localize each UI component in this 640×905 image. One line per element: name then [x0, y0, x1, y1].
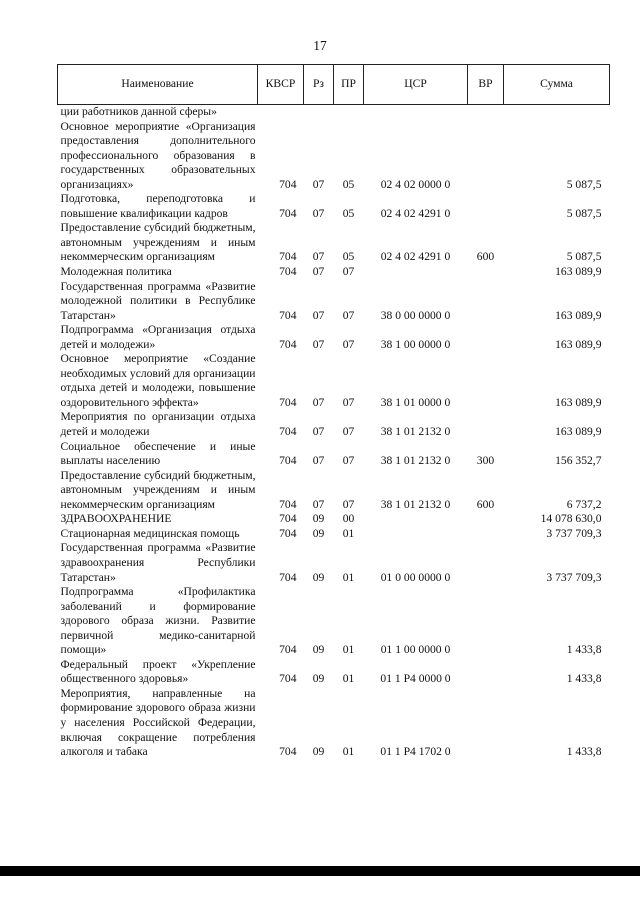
cell-pr: 07 — [342, 308, 355, 322]
cell-vr — [468, 658, 504, 687]
cell-sum: 1 433,8 — [566, 643, 602, 657]
cell-kvsr: 704 — [279, 512, 297, 526]
cell-sum: 1 433,8 — [566, 672, 602, 686]
cell-kvsr: 704 — [279, 526, 297, 540]
table-row — [58, 265, 610, 280]
cell-vr — [468, 280, 504, 324]
cell-pr: 05 — [342, 177, 355, 191]
cell-kvsr: 704 — [279, 454, 297, 468]
cell-sum: 14 078 630,0 — [540, 512, 602, 526]
cell-rz: 07 — [312, 497, 325, 511]
cell-sum: 156 352,7 — [555, 454, 602, 468]
table-row — [58, 469, 610, 513]
cell-rz: 09 — [312, 512, 325, 526]
cell-rz: 07 — [312, 395, 325, 409]
cell-csr: 02 4 02 0000 0 — [380, 177, 451, 191]
cell-csr: 02 4 02 4291 0 — [380, 206, 451, 220]
cell-vr — [468, 192, 504, 221]
cell-csr: 38 1 01 2132 0 — [380, 425, 451, 439]
cell-csr: 01 1 P4 1702 0 — [380, 745, 451, 759]
cell-rz: 07 — [312, 206, 325, 220]
cell-pr: 07 — [342, 497, 355, 511]
cell-sum: 5 087,5 — [566, 250, 602, 264]
table-row — [58, 687, 610, 760]
cell-kvsr: 704 — [279, 570, 297, 584]
cell-name: Молодежная политика — [60, 265, 172, 279]
cell-sum — [504, 105, 610, 120]
cell-pr: 00 — [342, 512, 355, 526]
cell-rz: 07 — [312, 308, 325, 322]
cell-kvsr — [258, 105, 304, 120]
cell-kvsr: 704 — [279, 643, 297, 657]
cell-pr: 01 — [342, 745, 355, 759]
cell-pr: 07 — [342, 395, 355, 409]
table-row — [58, 512, 610, 527]
cell-csr — [364, 105, 468, 120]
cell-kvsr: 704 — [279, 308, 297, 322]
table-row — [58, 541, 610, 585]
header-csr: ЦСР — [364, 65, 468, 105]
cell-sum: 163 089,9 — [555, 425, 602, 439]
cell-name: Стационарная медицинская помощь — [60, 526, 240, 540]
cell-kvsr: 704 — [279, 425, 297, 439]
cell-name: Основное мероприятие «Организация предоставления дополнительного профессионального образования в государственных образовательных организациях» — [60, 119, 256, 191]
cell-kvsr: 704 — [279, 745, 297, 759]
cell-pr: 05 — [342, 250, 355, 264]
page-number: 17 — [313, 38, 327, 53]
table-body — [58, 105, 610, 760]
table-header — [58, 65, 610, 105]
cell-rz — [304, 105, 334, 120]
cell-sum: 163 089,9 — [555, 337, 602, 351]
cell-pr: 01 — [342, 526, 355, 540]
cell-kvsr: 704 — [279, 395, 297, 409]
cell-pr: 01 — [342, 570, 355, 584]
cell-sum: 163 089,9 — [555, 265, 602, 279]
table-row — [58, 192, 610, 221]
cell-rz: 09 — [312, 745, 325, 759]
table-row — [58, 105, 610, 120]
cell-pr: 07 — [342, 265, 355, 279]
cell-csr: 38 1 01 2132 0 — [380, 454, 451, 468]
cell-vr: 600 — [476, 250, 495, 264]
cell-sum: 163 089,9 — [555, 308, 602, 322]
cell-name: Мероприятия, направленные на формирование здорового образа жизни у населения Российской Федерации, включая сокращение потребления алкоголя и табака — [60, 686, 256, 759]
cell-kvsr: 704 — [279, 206, 297, 220]
cell-vr — [468, 105, 504, 120]
cell-csr — [364, 527, 468, 542]
cell-name: Государственная программа «Развитие молодежной политики в Республике Татарстан» — [60, 279, 256, 322]
cell-kvsr: 704 — [279, 337, 297, 351]
cell-rz: 09 — [312, 570, 325, 584]
cell-rz: 07 — [312, 265, 325, 279]
cell-name: Подпрограмма «Профилактика заболеваний и формирование здорового образа жизни. Развитие первичной медико-санитарной помощи» — [60, 585, 256, 657]
table-row — [58, 658, 610, 687]
cell-csr: 01 1 P4 0000 0 — [380, 672, 451, 686]
cell-name: ЗДРАВООХРАНЕНИЕ — [60, 512, 172, 526]
cell-sum: 5 087,5 — [566, 177, 602, 191]
cell-name: Подпрограмма «Организация отдыха детей и молодежи» — [60, 323, 256, 351]
cell-pr — [334, 105, 364, 120]
cell-csr: 38 1 00 0000 0 — [380, 337, 451, 351]
cell-kvsr: 704 — [279, 177, 297, 191]
cell-name: Предоставление субсидий бюджетным, автономным учреждениям и иным некоммерческим организациям — [60, 468, 256, 511]
cell-pr: 01 — [342, 672, 355, 686]
cell-vr — [468, 527, 504, 542]
cell-vr — [468, 687, 504, 760]
cell-rz: 07 — [312, 177, 325, 191]
cell-csr: 38 1 01 0000 0 — [380, 395, 451, 409]
cell-sum: 1 433,8 — [566, 745, 602, 759]
cell-kvsr: 704 — [279, 672, 297, 686]
cell-name: Государственная программа «Развитие здравоохранения Республики Татарстан» — [60, 541, 256, 584]
cell-rz: 09 — [312, 672, 325, 686]
cell-pr: 05 — [342, 206, 355, 220]
cell-rz: 09 — [312, 643, 325, 657]
cell-csr: 38 0 00 0000 0 — [380, 308, 451, 322]
cell-vr — [468, 323, 504, 352]
cell-rz: 07 — [312, 337, 325, 351]
cell-pr: 07 — [342, 337, 355, 351]
cell-rz: 09 — [312, 526, 325, 540]
table-row — [58, 352, 610, 410]
table-row — [58, 440, 610, 469]
table-row — [58, 280, 610, 324]
table-row — [58, 527, 610, 542]
cell-vr — [468, 120, 504, 193]
header-vr: ВР — [468, 65, 504, 105]
cell-sum: 6 737,2 — [566, 497, 602, 511]
cell-csr: 01 1 00 0000 0 — [380, 643, 451, 657]
cell-vr — [468, 265, 504, 280]
cell-sum: 3 737 709,3 — [546, 570, 602, 584]
cell-kvsr: 704 — [279, 265, 297, 279]
header-pr: ПР — [334, 65, 364, 105]
cell-vr — [468, 352, 504, 410]
cell-vr — [468, 512, 504, 527]
cell-csr — [364, 265, 468, 280]
header-kvsr: КВСР — [258, 65, 304, 105]
cell-sum: 5 087,5 — [566, 206, 602, 220]
cell-csr — [364, 512, 468, 527]
cell-csr: 02 4 02 4291 0 — [380, 250, 451, 264]
header-sum: Сумма — [504, 65, 610, 105]
cell-pr: 01 — [342, 643, 355, 657]
cell-csr: 01 0 00 0000 0 — [380, 570, 451, 584]
cell-vr — [468, 410, 504, 439]
cell-name: Предоставление субсидий бюджетным, автономным учреждениям и иным некоммерческим организациям — [60, 221, 256, 264]
cell-name: Основное мероприятие «Создание необходимых условий для организации отдыха детей и молодежи, повышение оздоровительного эффекта» — [60, 352, 256, 409]
table-row — [58, 221, 610, 265]
cell-name: Федеральный проект «Укрепление общественного здоровья» — [60, 657, 256, 686]
cell-kvsr: 704 — [279, 497, 297, 511]
cell-rz: 07 — [312, 425, 325, 439]
table-row — [58, 585, 610, 658]
cell-vr: 300 — [476, 454, 495, 468]
header-name: Наименование — [58, 65, 258, 105]
cell-sum: 3 737 709,3 — [546, 526, 602, 540]
cell-vr: 600 — [476, 497, 495, 511]
budget-table — [57, 64, 610, 760]
cell-kvsr: 704 — [279, 250, 297, 264]
cell-pr: 07 — [342, 425, 355, 439]
cell-pr: 07 — [342, 454, 355, 468]
cell-name: Социальное обеспечение и иные выплаты населению — [60, 439, 256, 468]
cell-name: Мероприятия по организации отдыха детей и молодежи — [60, 410, 256, 439]
table-row — [58, 323, 610, 352]
cell-rz: 07 — [312, 454, 325, 468]
cell-vr — [468, 585, 504, 658]
cell-name: Подготовка, переподготовка и повышение квалификации кадров — [60, 192, 256, 220]
cell-vr — [468, 541, 504, 585]
table-row — [58, 120, 610, 193]
cell-sum: 163 089,9 — [555, 395, 602, 409]
cell-rz: 07 — [312, 250, 325, 264]
header-rz: Рз — [304, 65, 334, 105]
table-row — [58, 410, 610, 439]
scan-footer-bar — [0, 866, 640, 876]
cell-csr: 38 1 01 2132 0 — [380, 497, 451, 511]
cell-name: ции работников данной сферы» — [60, 105, 217, 118]
